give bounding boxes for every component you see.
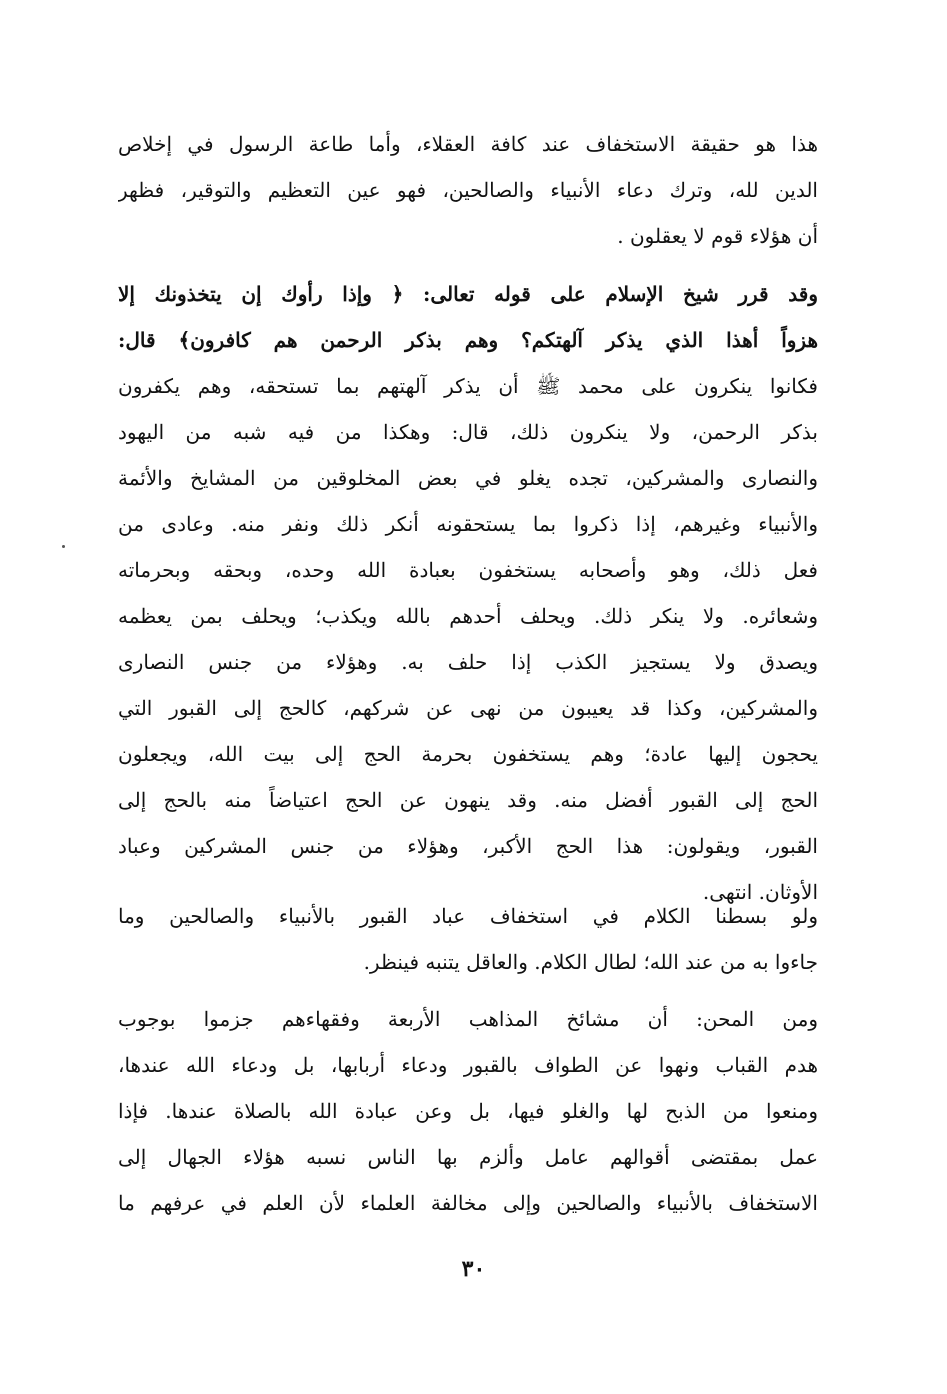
paragraph-4 bbox=[118, 996, 818, 1226]
paragraph-line: جاءوا به من عند الله؛ لطال الكلام. والعاقل يتنبه فينظر. bbox=[363, 950, 818, 974]
paragraph-line: والنصارى والمشركين، تجده يغلو في بعض المخلوقين من المشايخ والأئمة bbox=[118, 466, 818, 490]
paragraph-line: يحجون إليها عادة؛ وهم يستخفون بحرمة الحج إلى بيت الله، ويجعلون bbox=[118, 742, 818, 766]
paragraph-line: الاستخفاف بالأنبياء والصالحين وإلى مخالفة العلماء لأن العلم في عرفهم ما bbox=[118, 1191, 818, 1215]
paragraph-line: وشعائره. ولا ينكر ذلك. ويحلف أحدهم بالله ويكذب؛ ويحلف بمن يعظمه bbox=[118, 604, 818, 628]
scan-speck bbox=[62, 545, 65, 548]
paragraph-3 bbox=[118, 893, 818, 985]
page-number: ٣٠ bbox=[461, 1256, 486, 1282]
paragraph-line: أن هؤلاء قوم لا يعقلون . bbox=[617, 224, 818, 248]
paragraph-line: والمشركين، وكذا قد يعيبون من نهى عن شركهم، كالحج إلى القبور التي bbox=[118, 696, 818, 720]
paragraph-line: فكانوا ينكرون على محمد ﷺ أن يذكر آلهتهم بما تستحقه، وهم يكفرون bbox=[118, 374, 818, 398]
quran-quote-line: هزواً أهذا الذي يذكر آلهتكم؟ وهم بذكر الرحمن هم كافرون﴾ قال: bbox=[118, 328, 818, 352]
paragraph-2 bbox=[118, 271, 818, 915]
paragraph-line: القبور، ويقولون: هذا الحج الأكبر، وهؤلاء من جنس المشركين وعباد bbox=[118, 834, 818, 858]
paragraph-line: ويصدق ولا يستجيز الكذب إذا حلف به. وهؤلاء من جنس النصارى bbox=[118, 650, 818, 674]
paragraph-line: عمل بمقتضى أقوالهم عامل وألزم بها الناس نسبه هؤلاء الجهال إلى bbox=[118, 1145, 818, 1169]
paragraph-line: الدين لله، وترك دعاء الأنبياء والصالحين، فهو عين التعظيم والتوقير، فظهر bbox=[118, 178, 818, 202]
paragraph-line: ومنعوا من الذبح لها والغلو فيها، بل وعن عبادة الله بالصلاة عندها. فإذا bbox=[118, 1099, 818, 1123]
paragraph-line: هدم القباب ونهوا عن الطواف بالقبور ودعاء أربابها، بل ودعاء الله عندها، bbox=[118, 1053, 818, 1077]
quran-quote-line: وقد قرر شيخ الإسلام على قوله تعالى: ﴿ وإذا رأوك إن يتخذونك إلا bbox=[118, 282, 818, 306]
paragraph-line: ومن المحن: أن مشائخ المذاهب الأربعة وفقهاءهم جزموا بوجوب bbox=[118, 1007, 818, 1031]
paragraph-line: بذكر الرحمن، ولا ينكرون ذلك، قال: وهكذا من فيه شبه من اليهود bbox=[118, 420, 818, 444]
paragraph-line: ولو بسطنا الكلام في استخفاف عباد القبور بالأنبياء والصالحين وما bbox=[118, 904, 818, 928]
paragraph-1 bbox=[118, 121, 818, 259]
paragraph-line: الأوثان. انتهى. bbox=[702, 880, 818, 904]
paragraph-line: والأنبياء وغيرهم، إذا ذكروا بما يستحقونه أنكر ذلك ونفر منه. وعادى من bbox=[118, 512, 818, 536]
paragraph-line: الحج إلى القبور أفضل منه. وقد ينهون عن الحج اعتياضاً منه بالحج إلى bbox=[118, 788, 818, 812]
paragraph-line: هذا هو حقيقة الاستخفاف عند كافة العقلاء، وأما طاعة الرسول في إخلاص bbox=[118, 132, 818, 156]
paragraph-line: فعل ذلك، وهو وأصحابه يستخفون بعبادة الله وحده، وبحقه وبحرماته bbox=[118, 558, 818, 582]
